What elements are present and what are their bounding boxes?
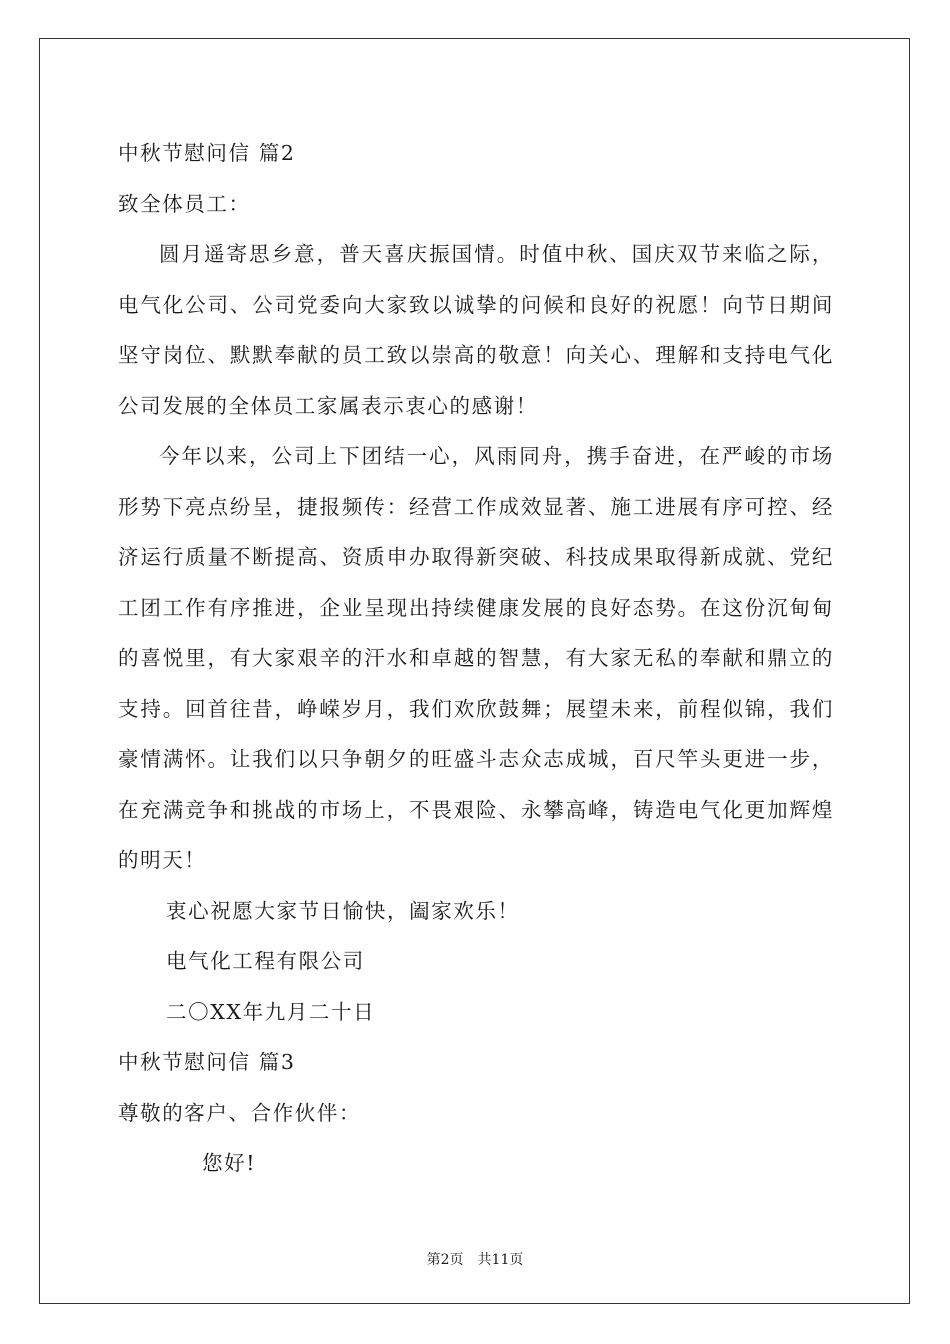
- paragraph: 今年以来，公司上下团结一心，风雨同舟，携手奋进，在严峻的市场形势下亮点纷呈，捷报频传：经营工作成效显著、施工进展有序可控、经济运行质量不断提高、资质申办取得新突破、科技成果取得新成就、党纪工团工作有序推进，企业呈现出持续健康发展的良好态势。在这份沉甸甸的喜悦里，有大家艰辛的汗水和卓越的智慧，有大家无私的奉献和鼎立的支持。回首往昔，峥嵘岁月，我们欢欣鼓舞；展望未来，前程似锦，我们豪情满怀。让我们以只争朝夕的旺盛斗志众志成城，百尺竿头更进一步，在充满竞争和挑战的市场上，不畏艰险、永攀高峰，铸造电气化更加辉煌的明天！: [118, 444, 834, 872]
- paragraph: 圆月遥寄思乡意，普天喜庆振国情。时值中秋、国庆双节来临之际，电气化公司、公司党委向大家致以诚挚的问候和良好的祝愿！向节日期间坚守岗位、默默奉献的员工致以崇高的敬意！向关心、理解和支持电气化公司发展的全体员工家属表示衷心的感谢！: [118, 242, 834, 418]
- greeting: 致全体员工：: [118, 191, 251, 216]
- document-body: [118, 128, 834, 1189]
- salutation: 您好!: [202, 1151, 257, 1175]
- section-title: 中秋节慰问信 篇3: [118, 1050, 296, 1074]
- closing-wish: 衷心祝愿大家节日愉快，阖家欢乐！: [166, 898, 520, 923]
- page-number: 第2页 共11页: [426, 1252, 524, 1268]
- date: 二〇XX年九月二十日: [166, 999, 376, 1024]
- greeting: 尊敬的客户、合作伙伴：: [118, 1100, 362, 1125]
- signature: 电气化工程有限公司: [166, 949, 365, 973]
- section-title: 中秋节慰问信 篇2: [118, 141, 296, 165]
